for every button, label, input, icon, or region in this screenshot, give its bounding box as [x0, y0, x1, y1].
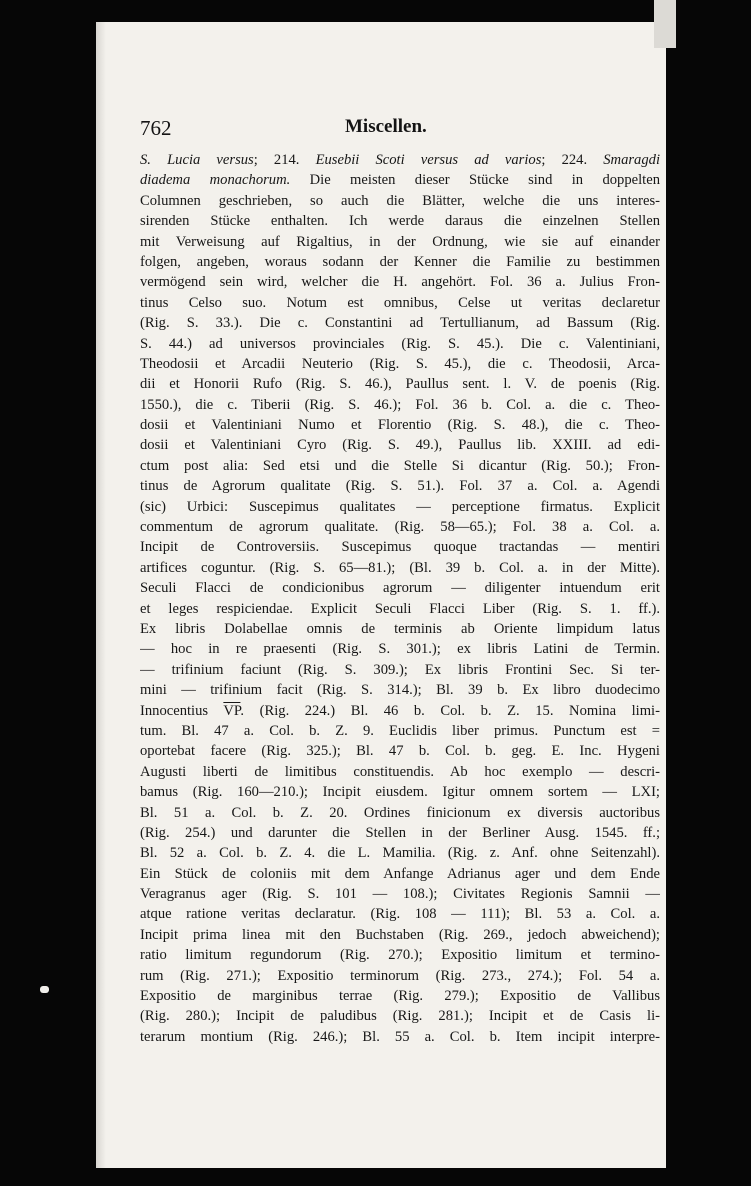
- text-line: [140, 701, 660, 721]
- text-segment: ratio limitum regundorum (Rig. 270.); Expositio limitum et termino-: [140, 947, 660, 964]
- text-segment: (Rig. S. 33.). Die c. Constantini ad Tertullianum, ad Bassum (Rig.: [140, 315, 660, 332]
- text-segment: Theodosii et Arcadii Neuterio (Rig. S. 45.), die c. Theodosii, Arca-: [140, 355, 660, 372]
- text-segment: Incipit prima linea mit den Buchstaben (Rig. 269., jedoch abweichend);: [140, 926, 660, 943]
- text-segment: sirenden Stücke enthalten. Ich werde daraus die einzelnen Stellen: [140, 213, 660, 230]
- text-line: [140, 334, 660, 354]
- text-line: [140, 191, 660, 211]
- text-line: [140, 293, 660, 313]
- text-segment: artifices coguntur. (Rig. S. 65—81.); (Bl. 39 b. Col. a. in der Mitte).: [140, 559, 660, 576]
- text-line: [140, 374, 660, 394]
- text-line: [140, 660, 660, 680]
- text-segment: — hoc in re praesenti (Rig. S. 301.); ex libris Latini de Termin.: [140, 641, 660, 658]
- text-line: [140, 415, 660, 435]
- text-segment: (Rig. 280.); Incipit de paludibus (Rig. 281.); Incipit et de Casis li-: [140, 1008, 660, 1025]
- page-corner-fold: [654, 0, 676, 48]
- text-segment: commentum de agrorum qualitate. (Rig. 58—65.); Fol. 38 a. Col. a.: [140, 519, 660, 536]
- text-line: [140, 762, 660, 782]
- text-segment: 1550.), die c. Tiberii (Rig. S. 46.); Fol. 36 b. Col. a. die c. Theo-: [140, 396, 660, 413]
- text-segment: — trifinium faciunt (Rig. S. 309.); Ex libris Frontini Sec. Si ter-: [140, 661, 660, 678]
- text-segment: Die meisten dieser Stücke sind in doppelten: [290, 172, 660, 189]
- text-segment: et leges respiciendae. Explicit Seculi Flacci Liber (Rig. S. 1. ff.).: [140, 600, 660, 617]
- text-line: [140, 864, 660, 884]
- text-line: [140, 966, 660, 986]
- italic-text-segment: Smaragdi: [603, 152, 660, 168]
- text-segment: Ein Stück de coloniis mit dem Anfange Adrianus ager und dem Ende: [140, 865, 660, 882]
- text-line: [140, 211, 660, 231]
- text-segment: mini — trifinium facit (Rig. S. 314.); Bl. 39 b. Ex libro duodecimo: [140, 682, 660, 699]
- text-line: [140, 435, 660, 455]
- text-line: [140, 313, 660, 333]
- text-segment: tinus Celso suo. Notum est omnibus, Celse ut veritas declaretur: [140, 294, 660, 311]
- text-segment: tum. Bl. 47 a. Col. b. Z. 9. Euclidis liber primus. Punctum est =: [140, 722, 660, 739]
- text-line: [140, 537, 660, 557]
- text-line: [140, 517, 660, 537]
- text-line: [140, 272, 660, 292]
- text-line: [140, 823, 660, 843]
- text-line: [140, 721, 660, 741]
- text-segment: tinus de Agrorum qualitate (Rig. S. 51.). Fol. 37 a. Col. a. Agendi: [140, 478, 660, 495]
- text-line: [140, 945, 660, 965]
- italic-text-segment: Eusebii Scoti versus ad varios: [315, 152, 542, 168]
- italic-text-segment: diadema monachorum.: [140, 172, 291, 189]
- margin-speck: [40, 986, 49, 993]
- running-title: Miscellen.: [345, 116, 427, 137]
- text-line: [140, 639, 660, 659]
- text-line: [140, 578, 660, 598]
- text-line: [140, 619, 660, 639]
- text-segment: rum (Rig. 271.); Expositio terminorum (Rig. 273., 274.); Fol. 54 a.: [140, 967, 660, 984]
- text-line: [140, 232, 660, 252]
- text-segment: folgen, angeben, woraus sodann der Kenner die Familie zu bestimmen: [140, 253, 660, 270]
- text-segment: Incipit de Controversiis. Suscepimus quoque tractandas — mentiri: [140, 539, 660, 556]
- text-segment: ctum post alia: Sed etsi und die Stelle Si dicantur (Rig. 50.); Fron-: [140, 457, 660, 474]
- text-segment: Veragranus ager (Rig. S. 101 — 108.); Civitates Regionis Samnii —: [140, 886, 660, 903]
- text-segment: dii et Honorii Rufo (Rig. S. 46.), Paullus sent. l. V. de poenis (Rig.: [140, 376, 660, 393]
- text-line: [140, 252, 660, 272]
- text-segment: Ex libris Dolabellae omnis de terminis ab Oriente limpidum latus: [140, 620, 660, 637]
- text-line: [140, 680, 660, 700]
- text-line: [140, 741, 660, 761]
- text-line: [140, 558, 660, 578]
- text-line: [140, 843, 660, 863]
- italic-text-segment: S. Lucia versus: [140, 152, 254, 168]
- text-segment: Bl. 51 a. Col. b. Z. 20. Ordines finicionum ex diversis auctoribus: [140, 804, 660, 821]
- text-segment: Augusti liberti de limitibus constituendis. Ab hoc exemplo — descri-: [140, 763, 660, 780]
- text-segment: Columnen geschrieben, so auch die Blätter, welche die uns interes-: [140, 192, 660, 209]
- text-segment: Seculi Flacci de condicionibus agrorum — diligenter intuendum erit: [140, 580, 660, 597]
- page-header: [140, 116, 660, 146]
- text-line: [140, 803, 660, 823]
- text-line: [140, 456, 660, 476]
- text-segment: (Rig. 254.) und darunter die Stellen in der Berliner Ausg. 1545. ff.;: [140, 824, 660, 841]
- text-segment: mit Verweisung auf Rigaltius, in der Ordnung, wie sie auf einander: [140, 233, 660, 250]
- text-segment: Innocentius: [140, 702, 224, 719]
- body-text: [140, 150, 660, 1047]
- text-segment: . (Rig. 224.) Bl. 46 b. Col. b. Z. 15. Nomina limi-: [240, 702, 660, 719]
- text-segment: terarum montium (Rig. 246.); Bl. 55 a. Col. b. Item incipit interpre-: [140, 1028, 660, 1045]
- text-segment: (sic) Urbici: Suscepimus qualitates — perceptione firmatus. Explicit: [140, 498, 660, 515]
- text-line: [140, 395, 660, 415]
- faint-margin-marks: [560, 1108, 660, 1132]
- text-line: [140, 476, 660, 496]
- text-line: [140, 904, 660, 924]
- text-line: [140, 782, 660, 802]
- text-segment: bamus (Rig. 160—210.); Incipit eiusdem. Igitur omnem sortem — LXI;: [140, 784, 660, 801]
- text-line: [140, 986, 660, 1006]
- text-segment: Bl. 52 a. Col. b. Z. 4. die L. Mamilia. (Rig. z. Anf. ohne Seitenzahl).: [140, 845, 660, 862]
- text-line: [140, 1027, 660, 1047]
- text-line: [140, 925, 660, 945]
- text-line: [140, 599, 660, 619]
- text-line: [140, 354, 660, 374]
- text-segment: atque ratione veritas declaratur. (Rig. 108 — 111); Bl. 53 a. Col. a.: [140, 906, 660, 923]
- text-segment: dosii et Valentiniani Cyro (Rig. S. 49.), Paullus lib. XXIII. ad edi-: [140, 437, 660, 454]
- text-segment: $\overline{VP}$: [223, 702, 241, 719]
- text-line: [140, 170, 660, 190]
- page-number: 762: [140, 116, 172, 140]
- text-line: [140, 884, 660, 904]
- page-edge-shadow: [96, 22, 106, 1168]
- text-segment: ; 224.: [541, 152, 604, 168]
- text-segment: vermögend sein wird, welcher die H. angehört. Fol. 36 a. Julius Fron-: [140, 274, 660, 291]
- text-line: [140, 150, 660, 170]
- text-segment: ; 214.: [253, 152, 316, 168]
- text-segment: oportebat facere (Rig. 325.); Bl. 47 b. Col. b. geg. E. Inc. Hygeni: [140, 743, 660, 760]
- text-segment: dosii et Valentiniani Numo et Florentio (Rig. S. 48.), die c. Theo-: [140, 417, 660, 434]
- text-line: [140, 1006, 660, 1026]
- text-segment: S. 44.) ad universos provinciales (Rig. S. 45.). Die c. Valentiniani,: [140, 335, 660, 352]
- text-segment: Expositio de marginibus terrae (Rig. 279.); Expositio de Vallibus: [140, 988, 660, 1005]
- text-line: [140, 497, 660, 517]
